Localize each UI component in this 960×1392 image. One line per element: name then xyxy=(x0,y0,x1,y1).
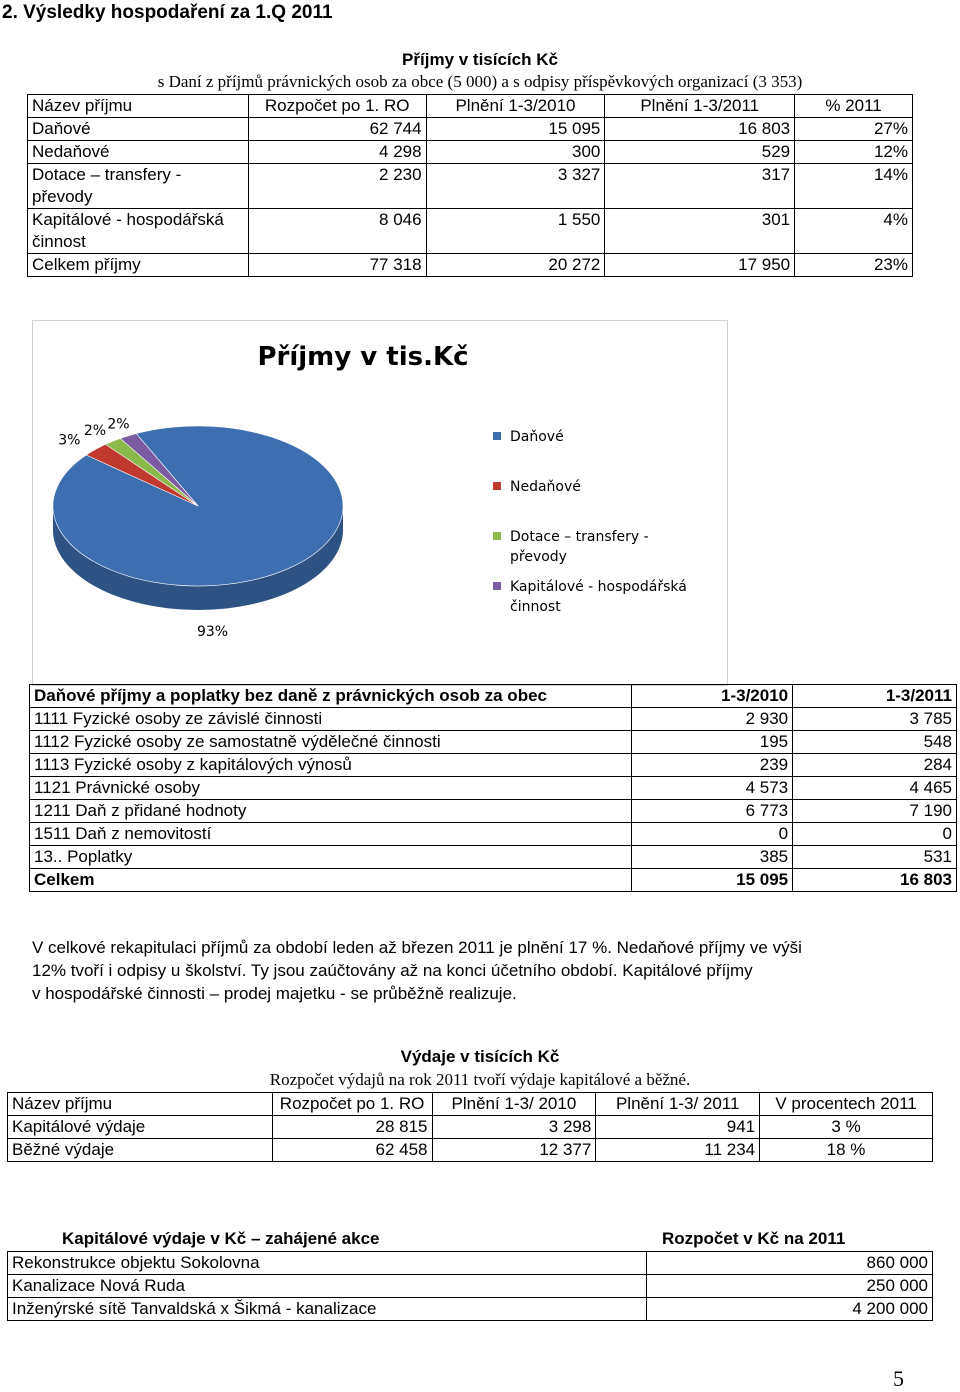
table-row: 1121 Právnické osoby 4 573 4 465 xyxy=(30,777,957,800)
tax-income-table xyxy=(29,684,957,892)
pie-data-label: 93% xyxy=(196,624,229,640)
legend-label: Nedaňové xyxy=(510,479,581,495)
section-heading: 2. Výsledky hospodaření za 1.Q 2011 xyxy=(2,2,333,23)
table-row: Nedaňové 4 298 300 529 12% xyxy=(28,141,913,164)
header-cell: Rozpočet po 1. RO xyxy=(248,95,426,118)
legend-swatch xyxy=(493,532,501,540)
legend-swatch xyxy=(493,582,501,590)
legend-label: Dotace – transfery -převody xyxy=(510,529,649,565)
header-cell: % 2011 xyxy=(795,95,913,118)
pie-data-label: 2% xyxy=(83,422,107,439)
table-header-row xyxy=(28,95,913,118)
table-row: 1111 Fyzické osoby ze závislé činnosti 2 930 3 785 xyxy=(30,708,957,731)
table-row: Kapitálové - hospodářská činnost 8 046 1 550 301 4% xyxy=(28,209,913,254)
table-row: Daňové 62 744 15 095 16 803 27% xyxy=(28,118,913,141)
pie-data-label: 3% xyxy=(58,432,81,449)
header-cell: Plnění 1-3/2011 xyxy=(605,95,795,118)
table-row: 1511 Daň z nemovitostí 0 0 xyxy=(30,823,957,846)
pie-data-label: 2% xyxy=(107,416,130,433)
table-row: Kanalizace Nová Ruda 250 000 xyxy=(8,1275,933,1298)
table-row: 13.. Poplatky 385 531 xyxy=(30,846,957,869)
table-row-total: Celkem 15 095 16 803 xyxy=(30,869,957,892)
pie-chart-svg xyxy=(33,321,727,685)
table-row-total: Celkem příjmy 77 318 20 272 17 950 23% xyxy=(28,254,913,277)
chart-title: Příjmy v tis.Kč xyxy=(257,342,469,372)
legend-swatch xyxy=(493,482,501,490)
income-table xyxy=(27,94,913,277)
header-cell: Plnění 1-3/2010 xyxy=(426,95,605,118)
table-row: Kapitálové výdaje 28 815 3 298 941 3 % xyxy=(8,1116,933,1139)
header-cell: Název příjmu xyxy=(28,95,249,118)
page-number: 5 xyxy=(893,1366,904,1391)
legend-label: Daňové xyxy=(510,429,564,445)
table-row: Běžné výdaje 62 458 12 377 11 234 18 % xyxy=(8,1139,933,1162)
table-header-row: Daňové příjmy a poplatky bez daně z právnických osob za obec 1-3/2010 1-3/2011 xyxy=(30,685,957,708)
legend-label: Kapitálové - hospodářská činnost xyxy=(510,579,687,615)
summary-paragraph: V celkové rekapitulaci příjmů za období leden až březen 2011 je plnění 17 %. Nedaňové příjmy ve výši 12% tvoří i odpisy u školství. Ty jsou zaúčtovány až na konci účetního období. Kapitálové příjmy v hospodářské činnosti – prodej majetku - se průběžně realizuje. xyxy=(32,938,802,1003)
income-title: Příjmy v tisících Kč xyxy=(402,50,558,69)
capital-heading-left: Kapitálové výdaje v Kč – zahájené akce xyxy=(62,1229,380,1248)
table-header-row: Název příjmu Rozpočet po 1. RO Plnění 1-3/ 2010 Plnění 1-3/ 2011 V procentech 2011 xyxy=(8,1093,933,1116)
expenses-table xyxy=(7,1092,933,1162)
table-row: Rekonstrukce objektu Sokolovna 860 000 xyxy=(8,1252,933,1275)
legend-swatch xyxy=(493,432,501,440)
income-subtitle: s Daní z příjmů právnických osob za obce (5 000) a s odpisy příspěvkových organizací (3 353) xyxy=(157,72,803,91)
expenses-title: Výdaje v tisících Kč xyxy=(400,1047,560,1066)
capital-heading-right: Rozpočet v Kč na 2011 xyxy=(662,1229,846,1248)
table-row: 1211 Daň z přidané hodnoty 6 773 7 190 xyxy=(30,800,957,823)
income-pie-chart xyxy=(32,320,728,686)
capital-table xyxy=(7,1251,933,1321)
table-row: 1113 Fyzické osoby z kapitálových výnosů 239 284 xyxy=(30,754,957,777)
table-row: 1112 Fyzické osoby ze samostatně výdělečné činnosti 195 548 xyxy=(30,731,957,754)
table-row: Inženýrské sítě Tanvaldská x Šikmá - kanalizace 4 200 000 xyxy=(8,1298,933,1321)
table-row: Dotace – transfery - převody 2 230 3 327 317 14% xyxy=(28,164,913,209)
expenses-subtitle: Rozpočet výdajů na rok 2011 tvoří výdaje kapitálové a běžné. xyxy=(269,1070,691,1089)
